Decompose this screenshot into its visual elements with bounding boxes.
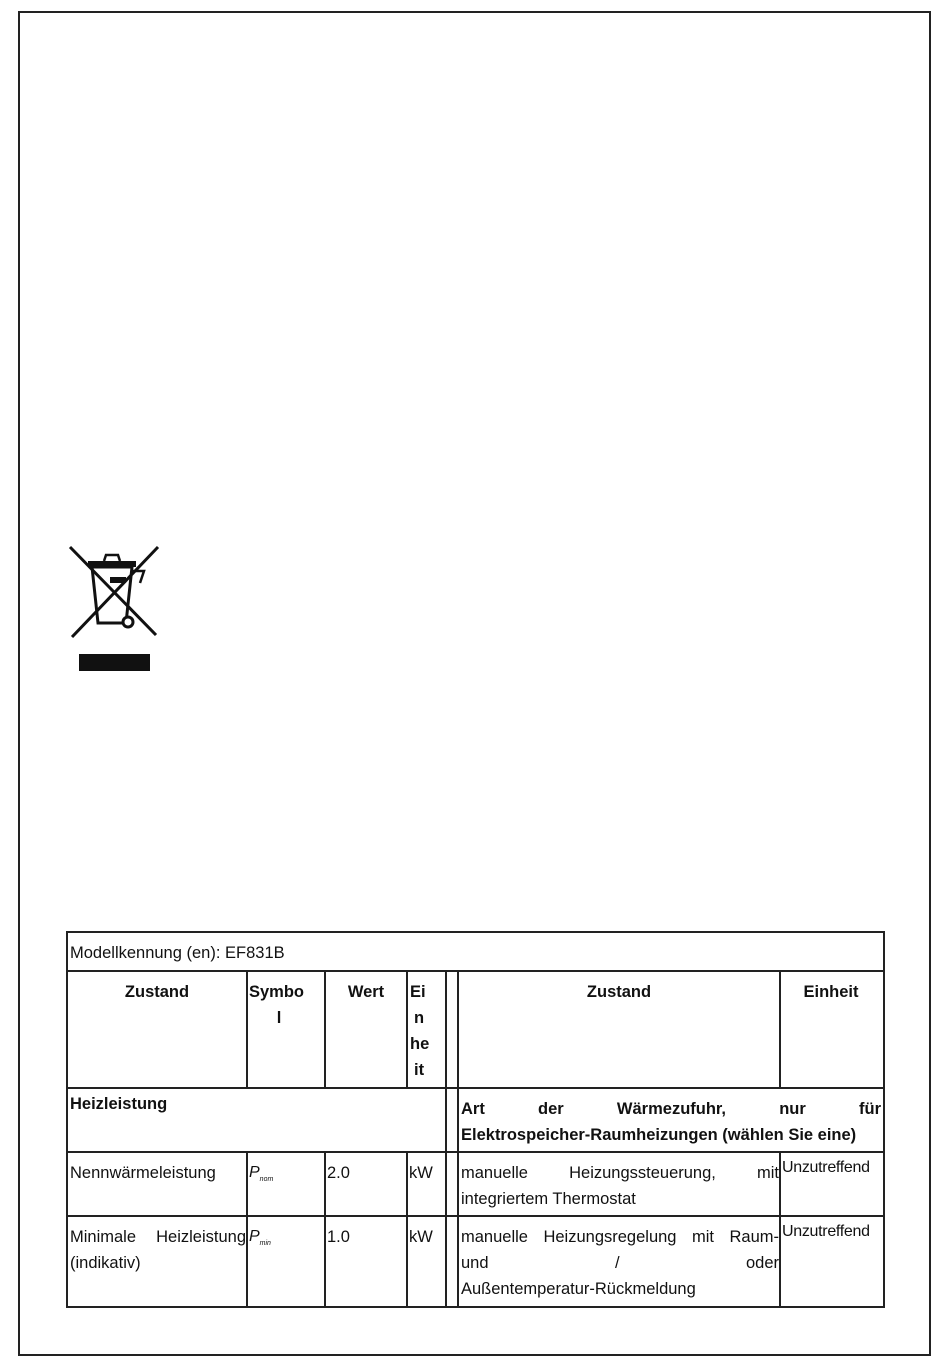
divider [68,970,883,972]
row2-label-line2: (indikativ) [70,1254,141,1272]
row1-label: Nennwärmeleistung [70,1164,216,1182]
header-symbol-a: Symbo [249,983,305,1001]
section-heizleistung: Heizleistung [70,1095,168,1113]
divider [246,1152,248,1306]
row1-value: 2.0 [327,1164,350,1182]
row1-unit: kW [409,1164,433,1182]
divider [779,1152,781,1306]
row1-right-unit: Unzutreffend [782,1159,870,1176]
row2-desc-line2: und / oder [461,1254,779,1272]
row2-desc-line3: Außentemperatur-Rückmeldung [461,1280,696,1298]
header-unit-2: n [414,1009,425,1027]
divider [324,1152,326,1306]
row1-desc-line1: manuelle Heizungssteuerung, mit [461,1164,779,1182]
divider [445,971,447,1306]
divider [68,1087,883,1089]
row2-label-line1: Minimale Heizleistung [70,1228,246,1246]
divider [68,1215,883,1217]
header-state-left: Zustand [124,983,190,1001]
header-value: Wert [347,983,385,1001]
header-unit-4: it [414,1061,425,1079]
header-unit-right: Einheit [803,983,859,1001]
divider [246,971,248,1088]
row2-value: 1.0 [327,1228,350,1246]
section-right-line1: Art der Wärmezufuhr, nur für [461,1100,881,1118]
row2-right-unit: Unzutreffend [782,1223,870,1240]
divider [68,1151,883,1153]
divider [406,1152,408,1306]
row1-symbol: $P_{nom}$ [249,1164,274,1184]
divider [406,971,408,1088]
row1-desc-line2: integriertem Thermostat [461,1190,636,1208]
row2-desc-line1: manuelle Heizungsregelung mit Raum- [461,1228,779,1246]
header-symbol-b: l [276,1009,282,1027]
model-id: Modellkennung (en): EF831B [70,944,285,962]
divider [457,971,459,1306]
section-right-line2: Elektrospeicher-Raumheizungen (wählen Sie eine) [461,1126,857,1144]
spec-table [66,931,885,1308]
header-unit-3: he [410,1035,430,1053]
row2-unit: kW [409,1228,433,1246]
header-unit-1: Ei [410,983,426,1001]
header-state-right: Zustand [586,983,652,1001]
row2-symbol: $P_{min}$ [249,1228,271,1248]
weee-bin-icon [66,543,164,675]
